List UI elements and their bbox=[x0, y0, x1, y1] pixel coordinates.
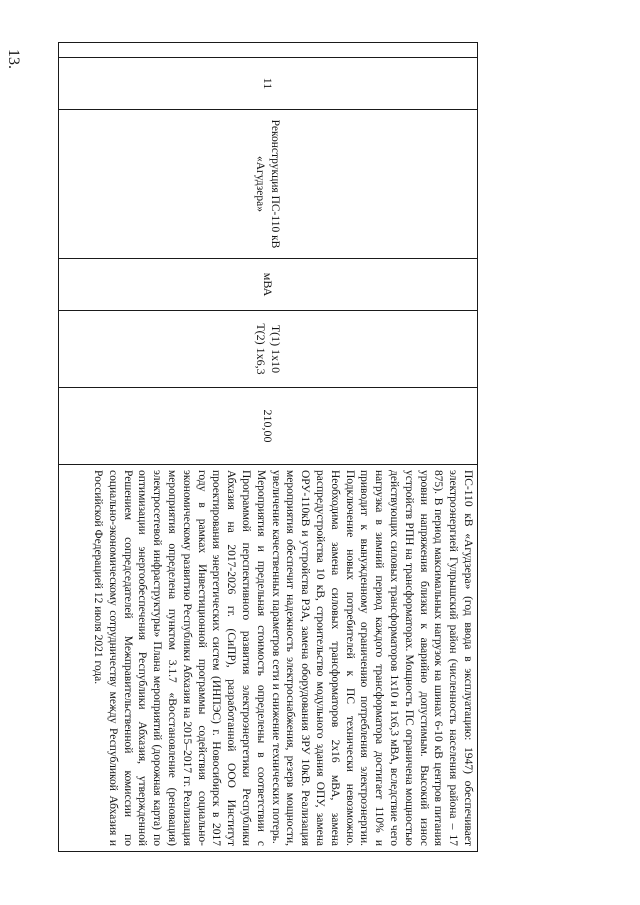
capacity-cell bbox=[59, 311, 478, 388]
description-cell bbox=[59, 465, 478, 852]
capacity-line-1: Т(1) 1х10 bbox=[269, 324, 283, 374]
project-name: Реконструкция ПС-110 кВ «Агудзера» bbox=[254, 119, 281, 249]
description-paragraph-2: Мероприятия и предельная стоимость определены в соответствии с Программой перспективного развития электроэнергетики Республики Абхазия на 2017-2026 гг. (СиПР), разработанной ООО Институт проектирования энергетических систем (ИНПЭС) г. Новосибирск в 2017 году в рамках Инвестиционной программы содействия социально-экономическому развитию Республики Абхазия на 2015–2017 гг. Реализация мероприятия определена пунктом 3.1.7 «Восстановление (реновация) электросетевой инфраструктуры» Плана мероприятий (дорожная карта) по оптимизации энергообеспечения Республики Абхазия, утвержденной Решением сопредседателей Межправительственной комиссии по социально-экономическому сотрудничеству между Республикой Абхазия и Российской Федерацией 12 июля 2021 года. bbox=[92, 470, 267, 846]
document-table-wrapper bbox=[58, 42, 478, 851]
unit-value: мВА bbox=[261, 272, 276, 297]
amount-value: 210,00 bbox=[261, 409, 276, 443]
row-number-cell bbox=[59, 58, 478, 110]
program-table bbox=[58, 42, 478, 852]
amount-cell bbox=[59, 388, 478, 465]
description-paragraph-1: ПС-110 кВ «Агудзера» (год ввода в эксплуатацию: 1947) обеспечивает электроэнергией Гулрышский район (численность населения района – 17 875). В период максимальных нагрузок на шинах 6-10 кВ центров питания уровни напряжения близки к аварийно допустимым. Высокий износ устройств РПН на трансформаторах. Мощность ПС ограничена мощностью действующих силовых трансформаторов 1х10 и 1х6,3 мВА, вследствие чего нагрузка в зимний период каждого трансформатора достигает 110% и приводит к вынужденному ограничению потребления электроэнергии. Подключение новых потребителей к ПС технически невозможно. Необходима замена силовых трансформаторов 2х16 мВА, замена распредустройства 10 кВ, строительство модульного здания ОПУ, замена ОРУ-110кВ и устройства РЗА, замена оборудования ЗРУ 10кВ. Реализация мероприятия обеспечит надежность электроснабжения, резерв мощности, увеличение качественных параметров сети и снижение технических потерь. bbox=[269, 470, 474, 846]
margin-cell bbox=[59, 43, 478, 58]
table-row bbox=[59, 43, 478, 852]
description-text bbox=[90, 465, 477, 851]
capacity-line-2: Т(2) 1х6,3 bbox=[254, 323, 268, 375]
unit-cell bbox=[59, 259, 478, 311]
page-number: 13. bbox=[5, 49, 22, 69]
row-number: 11 bbox=[261, 77, 276, 90]
project-name-cell bbox=[59, 110, 478, 259]
